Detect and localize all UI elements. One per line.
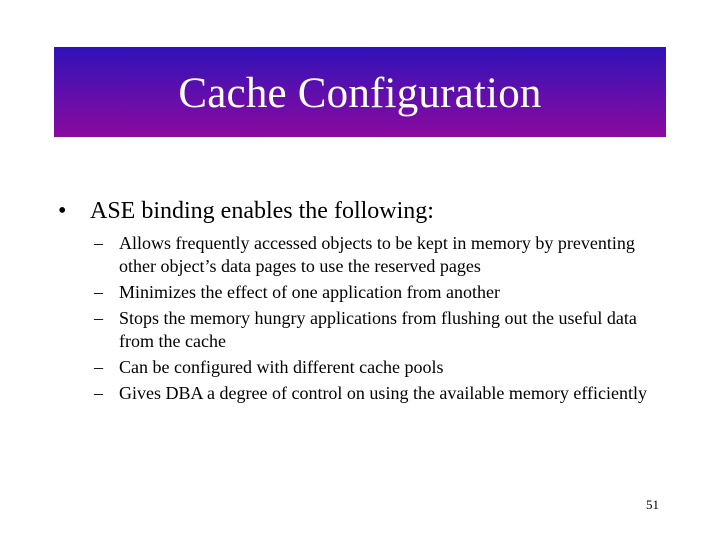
sub-bullet-item [94, 356, 666, 379]
sub-bullet-item [94, 232, 666, 278]
main-bullet-text: ASE binding enables the following: [90, 198, 434, 224]
sub-bullet-text: Allows frequently accessed objects to be kept in memory by preventing other object’s data pages to use the reserved pages [119, 233, 635, 276]
dash-icon: – [94, 308, 103, 328]
sub-bullet-text: Can be configured with different cache pools [119, 357, 444, 377]
sub-bullet-item [94, 307, 666, 353]
sub-bullet-item [94, 382, 666, 405]
slide-title: Cache Configuration [178, 69, 542, 117]
page-number: 51 [646, 497, 659, 512]
slide-body [56, 196, 666, 408]
main-bullet [56, 196, 666, 226]
dash-icon: – [94, 233, 103, 253]
dash-icon: – [94, 383, 103, 403]
sub-bullet-item [94, 281, 666, 304]
sub-bullet-text: Stops the memory hungry applications from flushing out the useful data from the cache [119, 308, 637, 351]
dash-icon: – [94, 282, 103, 302]
sub-bullet-list [94, 232, 666, 405]
title-band [54, 47, 666, 137]
sub-bullet-text: Minimizes the effect of one application from another [119, 282, 501, 302]
bullet-icon: • [58, 198, 67, 224]
sub-bullet-text: Gives DBA a degree of control on using the available memory efficiently [119, 383, 648, 403]
dash-icon: – [94, 357, 103, 377]
